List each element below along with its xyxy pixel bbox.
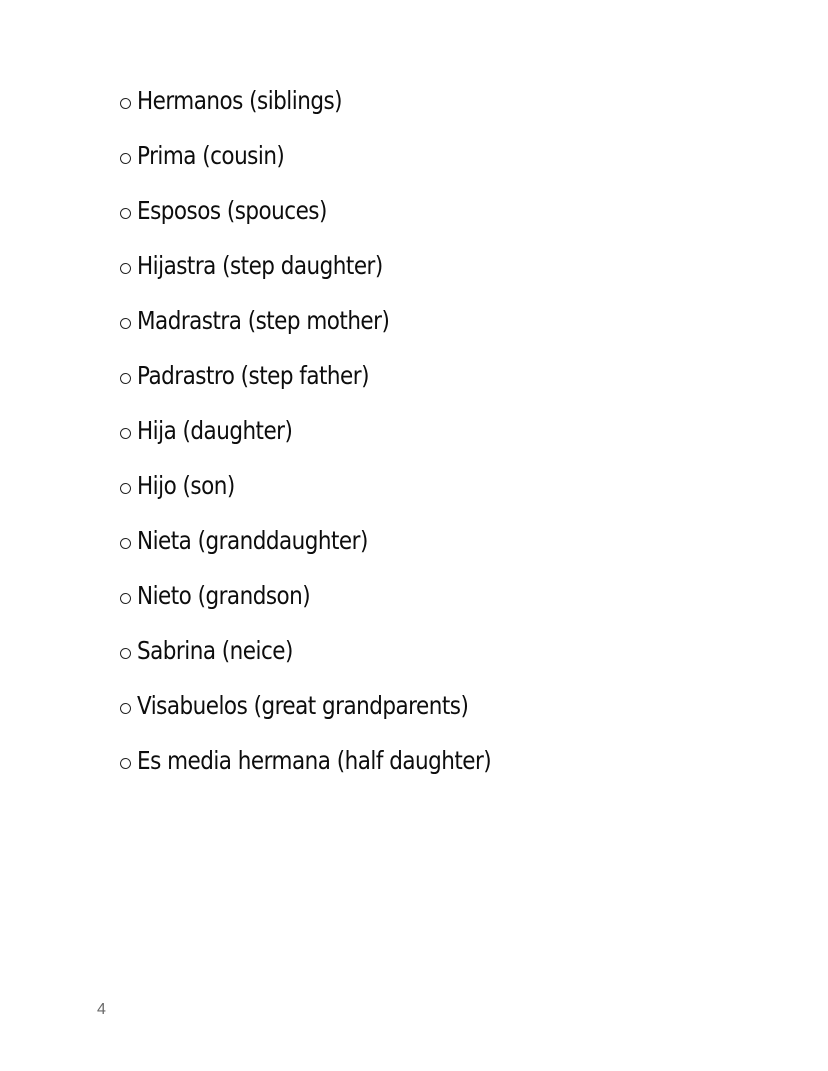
vocab-term: Esposos (spouces) bbox=[137, 196, 327, 225]
vocab-term: Sabrina (neice) bbox=[137, 636, 293, 665]
hollow-circle-bullet-icon bbox=[120, 318, 131, 329]
list-item bbox=[120, 678, 549, 733]
vocab-term: Es media hermana (half daughter) bbox=[137, 746, 492, 775]
list-item bbox=[120, 238, 549, 293]
page-number: 4 bbox=[97, 1001, 106, 1018]
vocab-term: Hijastra (step daughter) bbox=[137, 251, 383, 280]
list-item bbox=[120, 623, 549, 678]
hollow-circle-bullet-icon bbox=[120, 263, 131, 274]
list-item bbox=[120, 128, 549, 183]
vocab-term: Nieta (granddaughter) bbox=[137, 526, 368, 555]
vocab-term: Madrastra (step mother) bbox=[137, 306, 390, 335]
hollow-circle-bullet-icon bbox=[120, 538, 131, 549]
list-item bbox=[120, 568, 549, 623]
list-item bbox=[120, 183, 549, 238]
hollow-circle-bullet-icon bbox=[120, 483, 131, 494]
hollow-circle-bullet-icon bbox=[120, 428, 131, 439]
hollow-circle-bullet-icon bbox=[120, 703, 131, 714]
hollow-circle-bullet-icon bbox=[120, 153, 131, 164]
list-item bbox=[120, 293, 549, 348]
hollow-circle-bullet-icon bbox=[120, 373, 131, 384]
hollow-circle-bullet-icon bbox=[120, 758, 131, 769]
list-item bbox=[120, 73, 549, 128]
hollow-circle-bullet-icon bbox=[120, 593, 131, 604]
list-item bbox=[120, 513, 549, 568]
vocab-term: Padrastro (step father) bbox=[137, 361, 369, 390]
hollow-circle-bullet-icon bbox=[120, 98, 131, 109]
list-item bbox=[120, 348, 549, 403]
list-item bbox=[120, 458, 549, 513]
list-item bbox=[120, 403, 549, 458]
vocab-term: Hija (daughter) bbox=[137, 416, 293, 445]
vocab-term: Hermanos (siblings) bbox=[137, 86, 343, 115]
vocab-term: Hijo (son) bbox=[137, 471, 235, 500]
vocab-term: Prima (cousin) bbox=[137, 141, 285, 170]
vocab-term: Visabuelos (great grandparents) bbox=[137, 691, 469, 720]
list-item bbox=[120, 733, 549, 788]
vocabulary-list bbox=[120, 73, 549, 788]
hollow-circle-bullet-icon bbox=[120, 648, 131, 659]
vocab-term: Nieto (grandson) bbox=[137, 581, 311, 610]
hollow-circle-bullet-icon bbox=[120, 208, 131, 219]
